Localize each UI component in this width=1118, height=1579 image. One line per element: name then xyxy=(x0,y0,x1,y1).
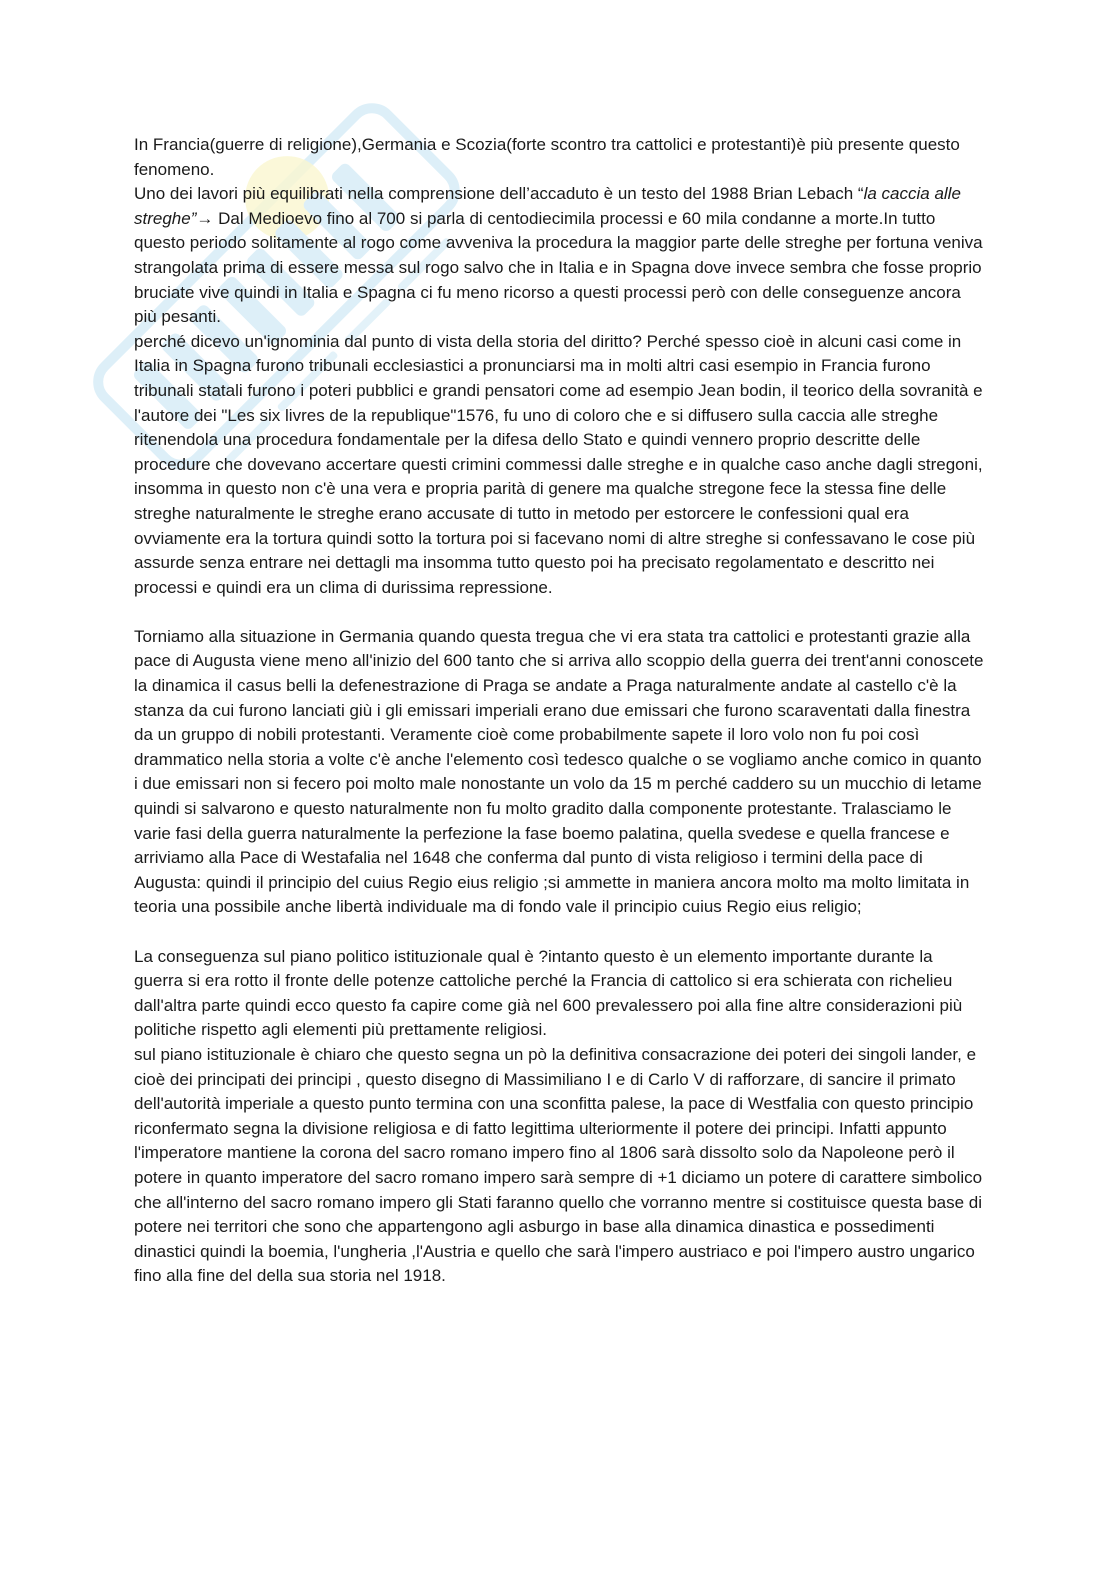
paragraph-1: In Francia(guerre di religione),Germania e Scozia(forte scontro tra cattolici e protestanti)è più presente questo fenomeno. xyxy=(134,135,960,179)
book-title: la caccia alle streghe” xyxy=(134,184,961,228)
paragraph-2-text-a: Uno dei lavori più equilibrati nella comprensione dell’accaduto è un testo del 1988 Brian Lebach “ xyxy=(134,184,864,204)
paragraph-4: Torniamo alla situazione in Germania quando questa tregua che vi era stata tra cattolici e protestanti grazie alla pace di Augusta viene meno all'inizio del 600 tanto che si arriva allo scoppio della guerra dei trent'anni conoscete la dinamica il casus belli la defenestrazione di Praga se andate a Praga naturalmente andate al castello c'è la stanza da cui furono lanciati giù i gli emissari imperiali erano due emissari che furono scaraventati dalla finestra da un gruppo di nobili protestanti. Veramente cioè come probabilmente sapete il loro volo non fu poi così drammatico nella storia a volte c'è anche l'elemento così tedesco qualche o se vogliamo anche comico in quanto i due emissari non si fecero poi molto male nonostante un volo da 15 m perché caddero su un mucchio di letame quindi si salvarono e questo naturalmente non fu molto gradito dalla componente protestante. Tralasciamo le varie fasi della guerra naturalmente la perfezione la fase boemo palatina, quella svedese e quella francese e arriviamo alla Pace di Westafalia nel 1648 che conferma dal punto di vista religioso i termini della pace di Augusta: quindi il principio del cuius Regio eius religio ;si ammette in maniera ancora molto ma molto limitata in teoria una possibile anche libertà individuale ma di fondo vale il principio cuius Regio eius religio; xyxy=(134,626,984,917)
document-body xyxy=(134,133,984,1289)
paragraph-2 xyxy=(134,182,984,330)
paragraph-6: sul piano istituzionale è chiaro che questo segna un pò la definitiva consacrazione dei poteri dei singoli lander, e cioè dei principati dei principi , questo disegno di Massimiliano I e di Carlo V di rafforzare, di sancire il primato dell'autorità imperiale a questo punto termina con una sconfitta palese, la pace di Westfalia con questo principio riconfermato segna la divisione religiosa e di fatto legittima ulteriormente il potere dei principi. Infatti appunto l'imperatore mantiene la corona del sacro romano impero fino al 1806 sarà dissolto solo da Napoleone però il potere in quanto imperatore del sacro romano impero sarà sempre di +1 diciamo un potere di carattere simbolico che all'interno del sacro romano impero gli Stati faranno quello che vorranno mentre si costituisce questa base di potere nei territori che sono che appartengono agli asburgo in base alla dinamica dinastica e possedimenti dinastici quindi la boemia, l'ungheria ,l'Austria e quello che sarà l'impero austriaco e poi l'impero austro ungarico fino alla fine del della sua storia nel 1918. xyxy=(134,1044,983,1286)
spacer xyxy=(134,600,984,625)
paragraph-5: La conseguenza sul piano politico istituzionale qual è ?intanto questo è un elemento importante durante la guerra si era rotto il fronte delle potenze cattoliche perché la Francia di cattolico si era schierata con richelieu dall'altra parte quindi ecco questo fa capire come già nel 600 prevalessero poi alla fine altre considerazioni più politiche rispetto agli elementi più prettamente religiosi. xyxy=(134,946,963,1040)
spacer xyxy=(134,920,984,945)
paragraph-2-text-b: → Dal Medioevo fino al 700 si parla di centodiecimila processi e 60 mila condanne a morte.In tutto questo periodo solitamente al rogo come avveniva la procedura la maggior parte delle streghe per fortuna veniva strangolata prima di essere messa sul rogo salvo che in Italia e in Spagna dove invece sembra che fosse proprio bruciate vive quindi in Italia e Spagna ci fu meno ricorso a questi processi però con delle conseguenze ancora più pesanti. xyxy=(134,208,983,327)
paragraph-3: perché dicevo un'ignominia dal punto di vista della storia del diritto? Perché spesso cioè in alcuni casi come in Italia in Spagna furono tribunali ecclesiastici a pronunciarsi ma in molti altri casi esempio in Francia furono tribunali statali furono i poteri pubblici e grandi pensatori come ad esempio Jean bodin, il teorico della sovranità e l'autore dei "Les six livres de la republique"1576, fu uno di coloro che e si diffusero sulla caccia alle streghe ritenendola una procedura fondamentale per la difesa dello Stato e quindi vennero proprio descritte delle procedure che dovevano accertare questi crimini commessi dalle streghe e in qualche caso anche dagli stregoni, insomma in questo non c'è una vera e propria parità di genere ma qualche stregone fece la stessa fine delle streghe naturalmente le streghe erano accusate di tutto in metodo per estorcere le confessioni qual era ovviamente era la tortura quindi sotto la tortura poi si facevano nomi di altre streghe si confessavano le cose più assurde senza entrare nei dettagli ma insomma tutto questo poi ha precisato regolamentato e descritto nei processi e quindi era un clima di durissima repressione. xyxy=(134,331,983,597)
